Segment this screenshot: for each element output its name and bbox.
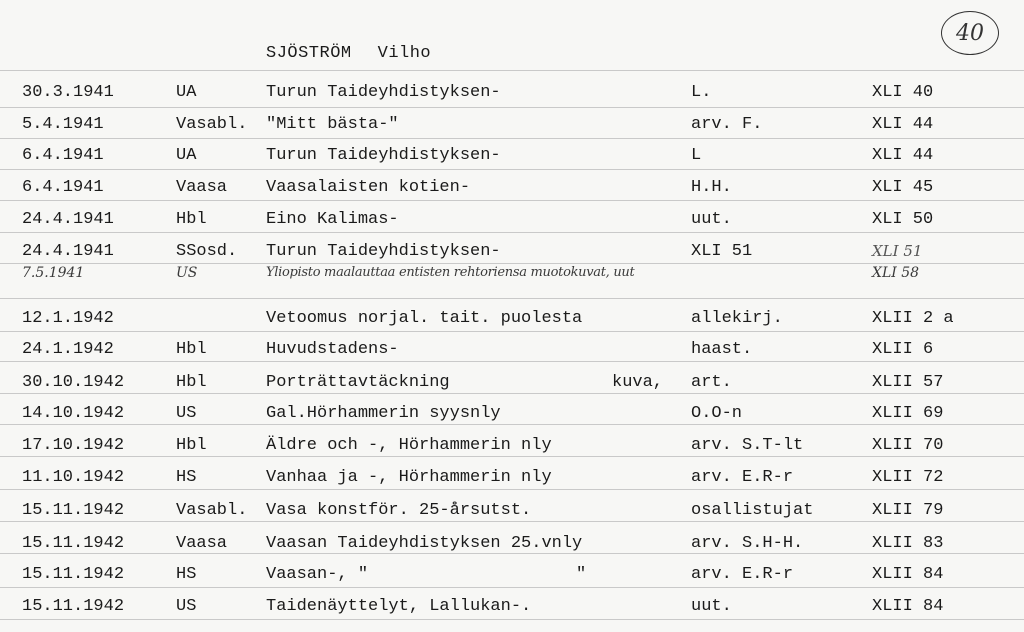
entry-ref: XLI 58	[872, 265, 920, 281]
entry-row	[0, 367, 1024, 398]
entry-row	[0, 398, 1024, 429]
entry-source: Vasabl.	[176, 115, 248, 134]
entry-note: allekirj.	[691, 309, 783, 328]
entry-source: SSosd.	[176, 242, 238, 261]
entry-row	[0, 303, 1024, 334]
entry-note: art.	[691, 373, 732, 392]
entry-title: Äldre och -, Hörhammerin nly	[266, 436, 552, 455]
entry-source: US	[176, 265, 198, 281]
entry-date: 6.4.1941	[22, 146, 104, 165]
entry-ref: XLII 72	[872, 468, 944, 487]
entry-date: 15.11.1942	[22, 565, 125, 584]
entry-title-extra: kuva,	[612, 373, 664, 392]
entry-note: arv. F.	[691, 115, 763, 134]
entry-title: Turun Taideyhdistyksen-	[266, 83, 501, 102]
entry-note: arv. E.R-r	[691, 468, 794, 487]
entry-ref: XLII 57	[872, 373, 944, 392]
entry-source: Vaasa	[176, 178, 228, 197]
entry-source: Hbl	[176, 340, 207, 359]
entry-note: arv. S.H-H.	[691, 534, 804, 553]
entry-row	[0, 109, 1024, 140]
entry-source: Vaasa	[176, 534, 228, 553]
entry-ref: XLI 50	[872, 210, 934, 229]
entry-ref: XLII 70	[872, 436, 944, 455]
entry-source: HS	[176, 565, 197, 584]
entry-source: UA	[176, 83, 197, 102]
entry-date: 24.4.1941	[22, 210, 114, 229]
first-name: Vilho	[377, 44, 432, 63]
entry-row	[0, 172, 1024, 203]
entry-row	[0, 591, 1024, 622]
entry-date: 6.4.1941	[22, 178, 104, 197]
entry-title: Vasa konstför. 25-årsutst.	[266, 501, 532, 520]
entry-ref: XLII 6	[872, 340, 934, 359]
entry-row	[0, 430, 1024, 461]
entry-row-handwritten	[0, 263, 1024, 294]
rule-line	[0, 70, 1024, 71]
entry-date: 5.4.1941	[22, 115, 104, 134]
rule-line	[0, 298, 1024, 299]
entry-title: "Mitt bästa-"	[266, 115, 399, 134]
entry-source: UA	[176, 146, 197, 165]
entry-row	[0, 77, 1024, 108]
entry-date: 30.3.1941	[22, 83, 114, 102]
entry-ref: XLI 40	[872, 83, 934, 102]
entry-date: 15.11.1942	[22, 534, 125, 553]
entry-row	[0, 559, 1024, 590]
entry-title: Taidenäyttelyt, Lallukan-.	[266, 597, 532, 616]
entry-title: Gal.Hörhammerin syysnly	[266, 404, 501, 423]
entry-ref: XLII 84	[872, 597, 944, 616]
entry-date: 15.11.1942	[22, 501, 125, 520]
entry-row	[0, 462, 1024, 493]
entry-source: US	[176, 597, 197, 616]
entry-note: uut.	[691, 597, 732, 616]
entry-note: XLI 51	[691, 242, 753, 261]
entry-title: Vaasan Taideyhdistyksen 25.vnly	[266, 534, 583, 553]
entry-note: O.O-n	[691, 404, 743, 423]
entry-ref: XLII 83	[872, 534, 944, 553]
entry-source: US	[176, 404, 197, 423]
entry-row	[0, 528, 1024, 559]
entry-title: Yliopisto maalauttaa entisten rehtoriensa muotokuvat, uut	[266, 265, 635, 280]
entry-ref: XLII 69	[872, 404, 944, 423]
entry-date: 11.10.1942	[22, 468, 125, 487]
entry-title: Huvudstadens-	[266, 340, 399, 359]
entry-title: Porträttavtäckning	[266, 373, 450, 392]
entry-ref: XLI 45	[872, 178, 934, 197]
entry-title: Vaasalaisten kotien-	[266, 178, 471, 197]
entry-note: osallistujat	[691, 501, 814, 520]
entry-source: Hbl	[176, 373, 207, 392]
entry-date: 7.5.1941	[22, 265, 85, 281]
entry-source: Hbl	[176, 436, 207, 455]
entry-row	[0, 140, 1024, 171]
card-header	[266, 44, 457, 63]
entry-title: Vaasan-, "	[266, 565, 369, 584]
entry-note: haast.	[691, 340, 753, 359]
entry-note: uut.	[691, 210, 732, 229]
surname: SJÖSTRÖM	[266, 44, 352, 63]
entry-title: Vetoomus norjal. tait. puolesta	[266, 309, 583, 328]
entry-date: 17.10.1942	[22, 436, 125, 455]
entry-note: H.H.	[691, 178, 732, 197]
entry-title-extra: "	[576, 565, 587, 584]
entry-row	[0, 204, 1024, 235]
entry-title: Vanhaa ja -, Hörhammerin nly	[266, 468, 552, 487]
entry-date: 15.11.1942	[22, 597, 125, 616]
entry-date: 30.10.1942	[22, 373, 125, 392]
entry-ref: XLII 84	[872, 565, 944, 584]
entry-row	[0, 334, 1024, 365]
card-number: 40	[941, 11, 999, 55]
entry-note: arv. S.T-lt	[691, 436, 804, 455]
entry-source: Hbl	[176, 210, 207, 229]
entry-note: arv. E.R-r	[691, 565, 794, 584]
entry-source: Vasabl.	[176, 501, 248, 520]
entry-ref: XLII 2 a	[872, 309, 954, 328]
entry-note: L	[691, 146, 702, 165]
entry-ref: XLI 44	[872, 115, 934, 134]
entry-date: 24.1.1942	[22, 340, 114, 359]
entry-source: HS	[176, 468, 197, 487]
entry-date: 24.4.1941	[22, 242, 114, 261]
entry-date: 14.10.1942	[22, 404, 125, 423]
entry-ref: XLII 79	[872, 501, 944, 520]
entry-title: Turun Taideyhdistyksen-	[266, 242, 501, 261]
entry-ref-handwritten: XLI 51	[872, 242, 923, 260]
entry-title: Turun Taideyhdistyksen-	[266, 146, 501, 165]
entry-date: 12.1.1942	[22, 309, 114, 328]
entry-note: L.	[691, 83, 712, 102]
entry-title: Eino Kalimas-	[266, 210, 399, 229]
entry-ref: XLI 44	[872, 146, 934, 165]
entry-row	[0, 495, 1024, 526]
